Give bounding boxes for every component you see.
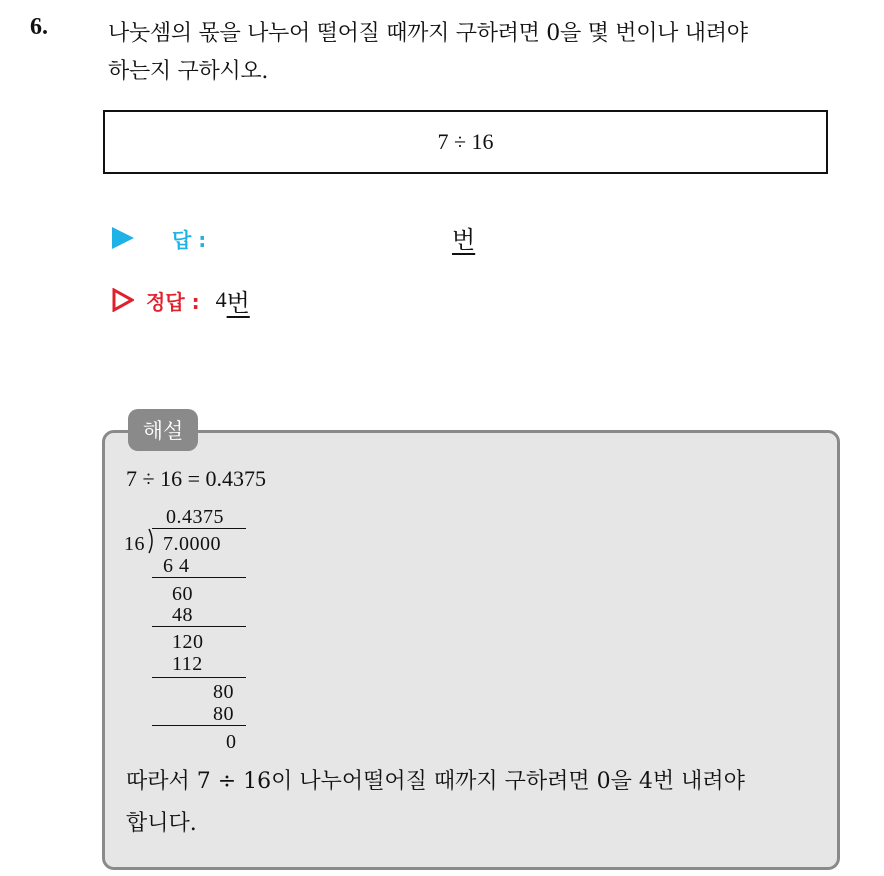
long-division-bar xyxy=(152,528,246,529)
correct-answer-unit: 번 xyxy=(226,288,250,317)
long-division-step: 60 xyxy=(172,583,193,605)
question-text-line1: 나눗셈의 몫을 나누어 떨어질 때까지 구하려면 0을 몇 번이나 내려야 xyxy=(108,21,748,46)
long-division-rule xyxy=(152,725,246,726)
expression-text: 7 ÷ 16 xyxy=(437,129,494,154)
outline-arrow-icon xyxy=(112,288,134,312)
long-division-step: 80 xyxy=(213,681,234,703)
long-division-divisor: 16 xyxy=(124,533,145,555)
explanation-box xyxy=(102,430,840,870)
long-division-step: 112 xyxy=(172,653,203,675)
correct-answer-row xyxy=(112,282,250,318)
play-arrow-icon xyxy=(112,227,134,249)
answer-row xyxy=(112,220,206,256)
question-text-line2: 하는지 구하시오. xyxy=(108,59,269,84)
question-number: 6. xyxy=(30,14,48,40)
answer-label: 답 : xyxy=(172,227,207,252)
long-division-step: 120 xyxy=(172,631,204,653)
explanation-tag: 해설 xyxy=(128,409,198,451)
long-division-step: 6 4 xyxy=(163,555,190,577)
expression-box xyxy=(103,110,828,174)
correct-answer-label: 정답 : xyxy=(146,289,200,314)
long-division-rule xyxy=(152,677,246,678)
long-division-step: 80 xyxy=(213,703,234,725)
correct-answer-value: 4 xyxy=(215,287,227,312)
long-division-dividend: 7.0000 xyxy=(163,533,221,555)
answer-blank-unit[interactable]: 번 xyxy=(452,226,476,254)
long-division-remainder: 0 xyxy=(226,731,237,753)
long-division-bracket xyxy=(146,528,156,554)
long-division-quotient: 0.4375 xyxy=(166,506,224,528)
explanation-equation: 7 ÷ 16 = 0.4375 xyxy=(126,466,266,491)
long-division-step: 48 xyxy=(172,604,193,626)
long-division-rule xyxy=(152,626,246,627)
long-division-rule xyxy=(152,577,246,578)
explanation-conclusion-line2: 합니다. xyxy=(126,811,197,836)
explanation-conclusion-line1: 따라서 7 ÷ 16이 나누어떨어질 때까지 구하려면 0을 4번 내려야 xyxy=(126,769,745,794)
